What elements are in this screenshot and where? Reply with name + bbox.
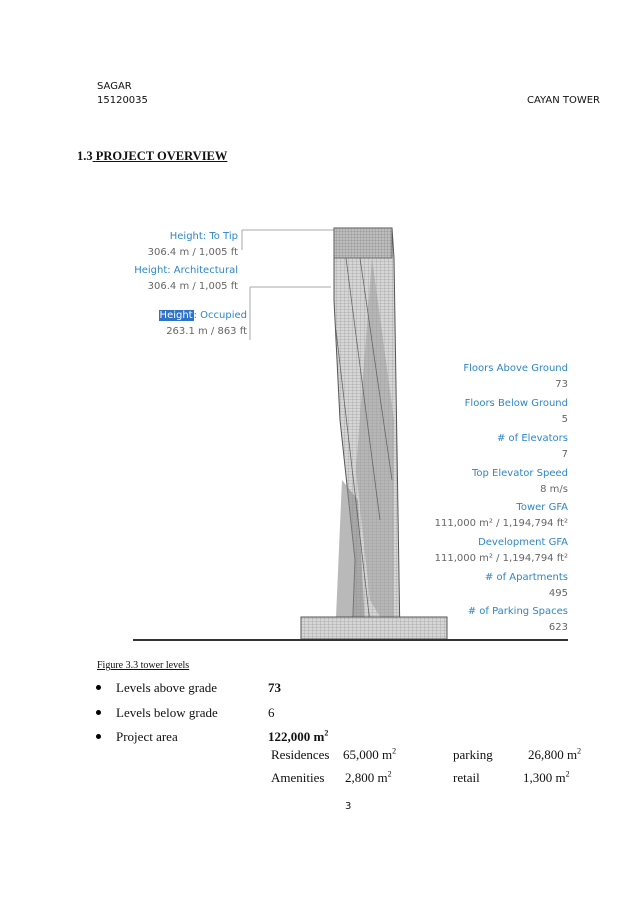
height-arch-value: 306.4 m / 1,005 ft [147,281,238,292]
stat-value: 111,000 m² / 1,194,794 ft² [434,553,568,564]
height-occupied-value: 263.1 m / 863 ft [166,326,247,337]
stat-label: Floors Above Ground [463,363,568,374]
bullet-dot-icon [96,734,101,739]
retail-value: 1,300 $m^2$ [523,769,570,785]
podium [301,617,447,639]
residences-value: 65,000 $m^2$ [343,746,397,762]
parking-label: parking [453,747,493,762]
stat-value: 623 [548,622,568,633]
section-title-text: PROJECT OVERVIEW [95,149,228,163]
stat-label: # of Apartments [484,572,568,583]
parking-value: 26,800 $m^2$ [528,746,582,762]
stat-value: 495 [548,588,568,599]
header-doc-title: CAYAN TOWER [526,95,600,106]
stat-label: Floors Below Ground [464,398,568,409]
header-author: SAGAR [97,81,132,92]
stat-value: 73 [555,379,568,390]
tower-crown [334,228,392,258]
header-student-id: 15120035 [97,95,148,106]
stat-value: 7 [561,449,568,460]
stat-label: # of Parking Spaces [467,606,568,617]
stat-label: Tower GFA [516,502,568,513]
figure-caption: Figure 3.3 tower levels [97,660,190,671]
residences-label: Residences [271,747,330,762]
stat-label: Development GFA [478,537,568,548]
height-tip-value: 306.4 m / 1,005 ft [147,247,238,258]
bullet-value: 6 [268,705,275,720]
height-tip-label: Height: To Tip [169,231,238,242]
retail-label: retail [453,770,480,785]
stat-value: 5 [561,414,568,425]
amenities-value: 2,800 $m^2$ [345,769,392,785]
height-highlight: Height [159,310,193,321]
bullet-dot-icon [96,710,101,715]
height-occupied-label: Height: Occupied [159,310,247,321]
section-number: 1.3 [77,149,93,163]
height-arch-label: Height: Architectural [134,265,238,276]
stat-value: 8 m/s [540,484,568,495]
amenities-label: Amenities [271,770,325,785]
bullet-dot-icon [96,685,101,690]
bullet-value: 73 [268,680,281,695]
stat-label: # of Elevators [496,433,568,444]
page-number: 3 [345,801,352,812]
stat-label: Top Elevator Speed [471,468,568,479]
stat-value: 111,000 m² / 1,194,794 ft² [434,518,568,529]
bullet-value: 122,000 $m^2$ [268,728,329,744]
